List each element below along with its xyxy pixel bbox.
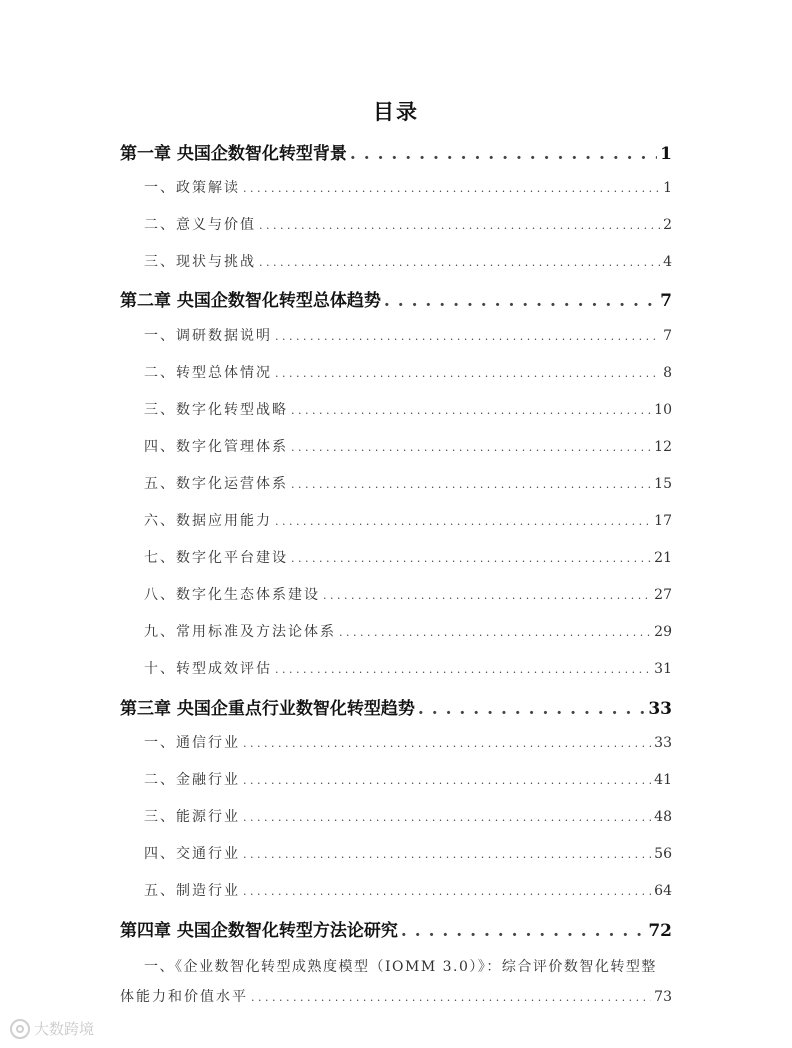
watermark-logo-icon xyxy=(10,1019,30,1039)
toc-entry-line-1[interactable]: 一、《企业数智化转型成熟度模型（IOMM 3.0）》：综合评价数智化转型整 xyxy=(144,959,657,975)
toc-entry[interactable] xyxy=(144,658,672,678)
leader-dots xyxy=(323,589,651,602)
leader-dots xyxy=(259,219,660,232)
leader-dots xyxy=(291,441,651,454)
toc-chapter-1[interactable] xyxy=(120,139,672,164)
toc-entry[interactable] xyxy=(144,621,672,641)
leader-dots xyxy=(243,811,651,824)
toc-page-number: 17 xyxy=(654,513,672,529)
leader-dots xyxy=(275,663,651,676)
toc-entry[interactable] xyxy=(144,399,672,419)
toc-label: 一、通信行业 xyxy=(144,735,240,751)
leader-dots xyxy=(418,699,645,719)
toc-label: 八、数字化生态体系建设 xyxy=(144,587,320,603)
toc-label: 二、意义与价值 xyxy=(144,217,256,233)
toc-label: 第四章 央国企数智化转型方法论研究 xyxy=(120,921,398,941)
toc-label: 九、常用标准及方法论体系 xyxy=(144,624,336,640)
toc-label: 三、能源行业 xyxy=(144,809,240,825)
toc-page-number: 10 xyxy=(654,402,672,418)
toc-entry[interactable] xyxy=(144,473,672,493)
toc-label: 二、转型总体情况 xyxy=(144,365,272,381)
toc-entry[interactable] xyxy=(144,436,672,456)
toc-page-number: 73 xyxy=(654,989,672,1005)
toc-label: 一、调研数据说明 xyxy=(144,328,272,344)
toc-label: 体能力和价值水平 xyxy=(120,989,248,1005)
leader-dots xyxy=(291,478,651,491)
leader-dots xyxy=(291,404,651,417)
toc-label: 五、数字化运营体系 xyxy=(144,476,288,492)
leader-dots xyxy=(339,626,651,639)
leader-dots xyxy=(275,367,660,380)
leader-dots xyxy=(275,515,651,528)
toc-page-number: 1 xyxy=(660,144,672,164)
toc-page-number: 31 xyxy=(654,661,672,677)
toc-page-number: 12 xyxy=(654,439,672,455)
toc-page-number: 1 xyxy=(663,180,672,196)
toc-chapter-3[interactable] xyxy=(120,694,672,719)
toc-page-number: 29 xyxy=(654,624,672,640)
toc-page-number: 21 xyxy=(654,550,672,566)
leader-dots xyxy=(291,552,651,565)
toc-page-number: 7 xyxy=(660,291,672,311)
leader-dots xyxy=(350,144,657,164)
toc-label: 十、转型成效评估 xyxy=(144,661,272,677)
toc-entry[interactable] xyxy=(144,177,672,197)
toc-page-number: 7 xyxy=(663,328,672,344)
leader-dots xyxy=(243,737,651,750)
toc-label: 二、金融行业 xyxy=(144,772,240,788)
toc-page-number: 56 xyxy=(654,846,672,862)
leader-dots xyxy=(259,256,660,269)
toc-entry[interactable] xyxy=(144,362,672,382)
toc-entry[interactable] xyxy=(144,843,672,863)
leader-dots xyxy=(401,921,645,941)
toc-page-number: 64 xyxy=(654,883,672,899)
toc-page-number: 8 xyxy=(663,365,672,381)
toc-entry[interactable] xyxy=(144,584,672,604)
leader-dots xyxy=(384,291,657,311)
toc-entry[interactable] xyxy=(144,251,672,271)
toc-label: 五、制造行业 xyxy=(144,883,240,899)
page-title: 目录 xyxy=(373,99,419,124)
toc-label: 四、数字化管理体系 xyxy=(144,439,288,455)
toc-label: 三、现状与挑战 xyxy=(144,254,256,270)
leader-dots xyxy=(243,182,660,195)
toc-entry[interactable] xyxy=(144,769,672,789)
toc-chapter-2[interactable] xyxy=(120,286,672,311)
toc-page-number: 33 xyxy=(654,735,672,751)
toc-entry[interactable] xyxy=(144,547,672,567)
leader-dots xyxy=(251,991,651,1004)
leader-dots xyxy=(243,885,651,898)
toc-page-number: 48 xyxy=(654,809,672,825)
toc-entry[interactable] xyxy=(144,214,672,234)
toc-entry-line-2[interactable] xyxy=(120,986,672,1006)
toc-label: 六、数据应用能力 xyxy=(144,513,272,529)
watermark xyxy=(10,1018,94,1039)
toc-page-number: 4 xyxy=(663,254,672,270)
watermark-text: 大数跨境 xyxy=(34,1020,95,1038)
toc-label: 四、交通行业 xyxy=(144,846,240,862)
toc-label: 第一章 央国企数智化转型背景 xyxy=(120,144,347,164)
toc-page-number: 72 xyxy=(648,921,672,941)
toc-label: 三、数字化转型战略 xyxy=(144,402,288,418)
leader-dots xyxy=(243,774,651,787)
toc-page-number: 2 xyxy=(663,217,672,233)
toc-chapter-4[interactable] xyxy=(120,916,672,941)
toc-entry[interactable] xyxy=(144,806,672,826)
leader-dots xyxy=(275,330,660,343)
toc-page-number: 33 xyxy=(648,699,672,719)
toc-page-number: 15 xyxy=(654,476,672,492)
toc-label: 七、数字化平台建设 xyxy=(144,550,288,566)
toc-entry[interactable] xyxy=(144,732,672,752)
toc-label: 第二章 央国企数智化转型总体趋势 xyxy=(120,291,381,311)
toc-page-number: 27 xyxy=(654,587,672,603)
leader-dots xyxy=(243,848,651,861)
toc-entry[interactable] xyxy=(144,510,672,530)
toc-label: 一、政策解读 xyxy=(144,180,240,196)
toc-entry[interactable] xyxy=(144,880,672,900)
toc-label: 第三章 央国企重点行业数智化转型趋势 xyxy=(120,699,415,719)
toc-page-number: 41 xyxy=(654,772,672,788)
toc-entry[interactable] xyxy=(144,325,672,345)
